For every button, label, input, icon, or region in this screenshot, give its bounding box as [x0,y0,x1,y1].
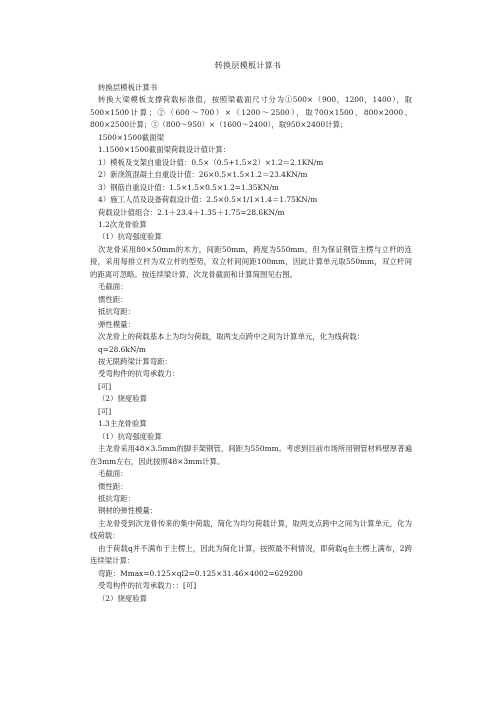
subsection-heading: （1）抗弯强度验算 [98,232,162,242]
text-paragraph: 次龙骨上的荷载基本上为均匀荷载，取两支点跨中之间为计算单元，化为线荷载： [98,332,365,342]
subsection-heading: （1）抗弯强度验算 [98,431,162,441]
text-line: 3）钢筋自重设计值：1.5×1.5×0.5×1.2=1.35KN/m [98,182,279,192]
text-line: 受弯构件的抗弯承载力： [98,369,180,379]
text-paragraph: 转换大梁模板支撑荷载标准值，按照梁截面尺寸分为①500×（900，1200，1400），取500×1500计算；②（600～700）×（1200～2500），取700×1500、800×2000、800×2500计算；③（800～950）×（1600～2400），取950×2400计算； [90,95,412,130]
text-line: q=28.6kN/m [98,344,146,354]
subsection-heading: （2）挠度验算 [98,394,148,404]
text-line: 1.1500×1500截面梁荷载设计值计算： [98,145,231,155]
section-heading: 1.2次龙骨验算 [98,219,147,229]
text-paragraph: 由于荷载q并不满布于主楞上，因此为简化计算，按照最不利情况，即荷载q在主楞上满布，2跨连续梁计算： [90,543,412,566]
text-line: 2）新浇筑混凝土自重设计值：26×0.5×1.5×1.2＝23.4KN/m [98,170,308,180]
text-line: 抵抗弯距： [98,493,135,503]
text-line: [可] [98,406,112,416]
text-line: 荷载设计值组合：2.1＋23.4＋1.35＋1.75=28.6KN/m [98,207,285,217]
document-body [90,82,412,605]
subsection-heading: （2）挠度验算 [98,593,148,603]
text-paragraph: 次龙骨采用80×50mm的木方，间距50mm，跨度为550mm，但为保证钢管主楞与立杆的连接，采用每排立杆为双立杆的型势，双立杆间间距100mm，因此计算单元取550mm，双立杆间的距离可忽略。按连续梁计算，次龙骨截面和计算简图见右图。 [90,244,412,279]
text-line: 弯距：Mmax=0.125×ql2=0.125×31.46×4002=629200 [98,568,303,578]
document-title: 转换层模板计算书 [214,61,282,70]
text-line: 4）施工人员及设备荷载设计值：2.5×0.5×1/1×1.4＝1.75KN/m [98,195,318,205]
text-paragraph: 主龙骨受到次龙骨传来的集中荷载，简化为均匀荷载计算，取两支点跨中之间为计算单元，化为线荷载： [90,518,412,541]
text-line: 弹性模量： [98,319,135,329]
text-line: 1）模板及支架自重设计值：0.5×（0.5+1.5×2）×1.2＝2.1KN/m [98,157,324,167]
text-line: [可] [98,381,112,391]
text-line: 受弯构件的抗弯承载力：：[可] [98,581,197,591]
text-line: 钢材的弹性模量： [98,506,158,516]
text-line: 毛截面： [98,282,128,292]
text-line: 抵抗弯距： [98,307,135,317]
text-line: 转换层模板计算书 [98,83,158,92]
text-line: 1500×1500截面梁 [98,132,164,142]
text-paragraph: 主龙骨采用48×3.5mm的脚手架钢管，间距为550mm。考虑到目前市场所用钢管材料壁厚普遍在3mm左右，因此按照48×3mm计算。 [90,444,412,466]
text-line: 毛截面： [98,469,128,479]
text-line: 惯性距： [98,294,128,304]
text-line: 按无限跨梁计算弯距： [98,356,172,366]
text-line: 惯性距： [98,481,128,491]
section-heading: 1.3主龙骨验算 [98,419,147,429]
